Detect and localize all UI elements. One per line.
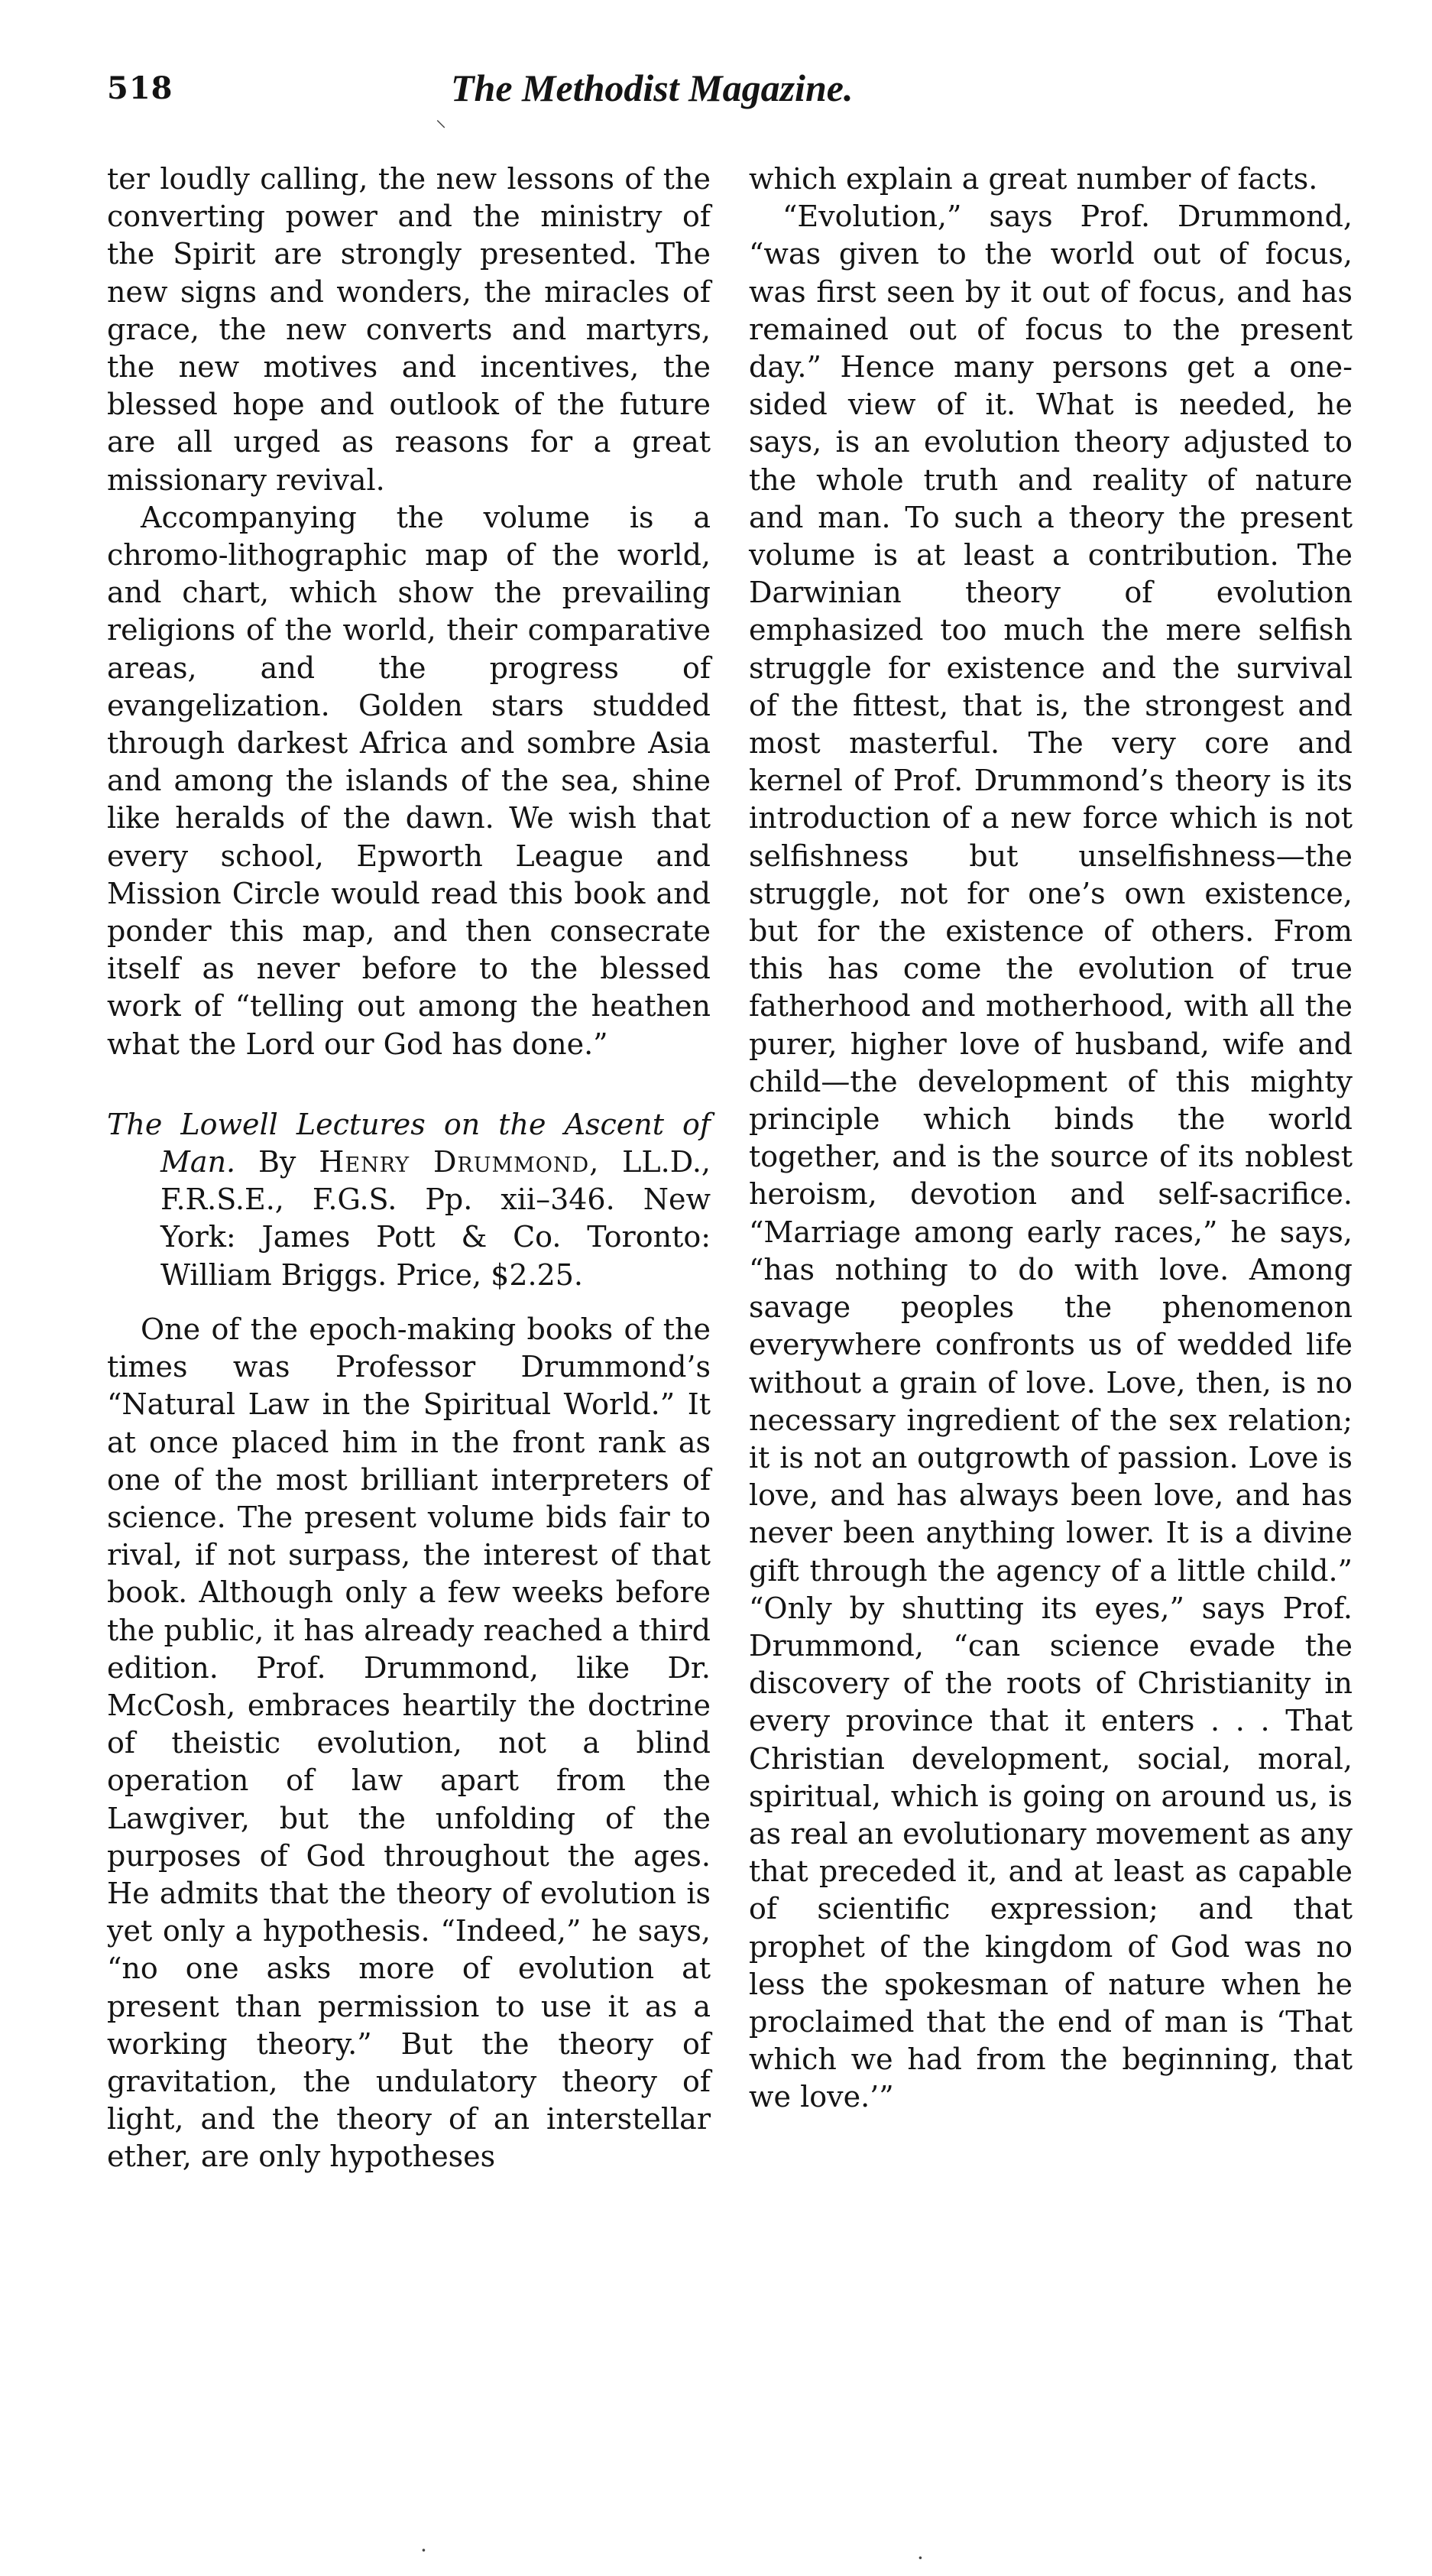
left-paragraph-3: One of the epoch-making books of the times was Professor Drummond’s “Natural Law in the Spiritual World.” It at once placed him in the front rank as one of the most brilliant interpreters of science. The present volume bids fair to rival, if not surpass, the interest of that book. Although only a few weeks before the public, it has already reached a third edition. Prof. Drummond, like Dr. McCosh, embraces heartily the doctrine of theistic evolution, not a blind operation of law apart from the Lawgiver, but the unfolding of the purposes of God throughout the ages. He admits that the theory of evolution is yet only a hypothesis. “Indeed,” he says, “no one asks more of evolution at present than permission to use it as a working theory.” But the theory of gravitation, the undulatory theory of light, and the theory of an interstellar ether, are only hypotheses	[107, 1312, 711, 2174]
left-column	[107, 161, 711, 2176]
page-number: 518	[107, 70, 173, 106]
print-mark: ·	[917, 2545, 924, 2571]
left-paragraph-1: ter loudly calling, the new lessons of the converting power and the ministry of the Spirit are strongly presented. The new signs and wonders, the miracles of grace, the new converts and martyrs, the new motives and incentives, the blessed hope and outlook of the future are all urged as reasons for a great missionary revival.	[107, 162, 711, 497]
left-paragraph-2: Accompanying the volume is a chromo-lithographic map of the world, and chart, which show the prevailing religions of the world, their comparative areas, and the progress of evangelization. Golden stars studded through darkest Africa and sombre Asia and among the islands of the sea, shine like heralds of the dawn. We wish that every school, Epworth League and Mission Circle would read this book and ponder this map, and then consecrate itself as never before to the blessed work of “telling out among the heathen what the Lord our God has done.”	[107, 500, 711, 1061]
right-paragraph-1: which explain a great number of facts.	[749, 162, 1318, 196]
book-reference	[107, 1106, 711, 1294]
print-mark: ·	[420, 2538, 427, 2563]
book-by: By	[258, 1145, 296, 1179]
book-author: Henry Drummond,	[319, 1145, 600, 1179]
running-title: The Methodist Magazine.	[451, 67, 854, 109]
right-paragraph-2: “Evolution,” says Prof. Drummond, “was given to the world out of focus, was first seen by it out of focus, and has remained out of focus to the present day.” Hence many persons get a one-sided view of it. What is needed, he says, is an evolution theory adjusted to the whole truth and reality of nature and man. To such a theory the present volume is at least a contribution. The Darwinian theory of evolution emphasized too much the mere selfish struggle for existence and the survival of the fittest, that is, the strongest and most masterful. The very core and kernel of Prof. Drummond’s theory is its introduction of a new force which is not selfishness but unselfishness—the struggle, not for one’s own existence, but for the existence of others. From this has come the evolution of true fatherhood and motherhood, with all the purer, higher love of husband, wife and child—the development of this mighty principle which binds the world together, and is the source of its noblest heroism, devotion and self-sacrifice. “Marriage among early races,” he says, “has nothing to do with love. Among savage peoples the phenomenon everywhere confronts us of wedded life without a grain of love. Love, then, is no necessary ingredient of the sex relation; it is not an outgrowth of passion. Love is love, and has always been love, and has never been anything lower. It is a divine gift through the agency of a little child.” “Only by shutting its eyes,” says Prof. Drummond, “can science evade the discovery of the roots of Christianity in every province that it enters . . . That Christian development, social, moral, spiritual, which is going on around us, is as real an evolutionary movement as any that preceded it, and at least as capable of scientific expression; and that prophet of the kingdom of God was no less the spokesman of nature when he proclaimed that the end of man is ‘That which we had from the beginning, that we love.’”	[749, 200, 1353, 2114]
print-mark: ⸌	[436, 115, 447, 141]
book-title: The Lowell Lectures on the Ascent of Man.	[107, 1107, 711, 1179]
book-details: LL.D., F.R.S.E., F.G.S. Pp. xii–346. New York: James Pott & Co. Toronto: William Briggs. Price, $2.25.	[160, 1145, 711, 1292]
right-column	[749, 161, 1353, 2117]
